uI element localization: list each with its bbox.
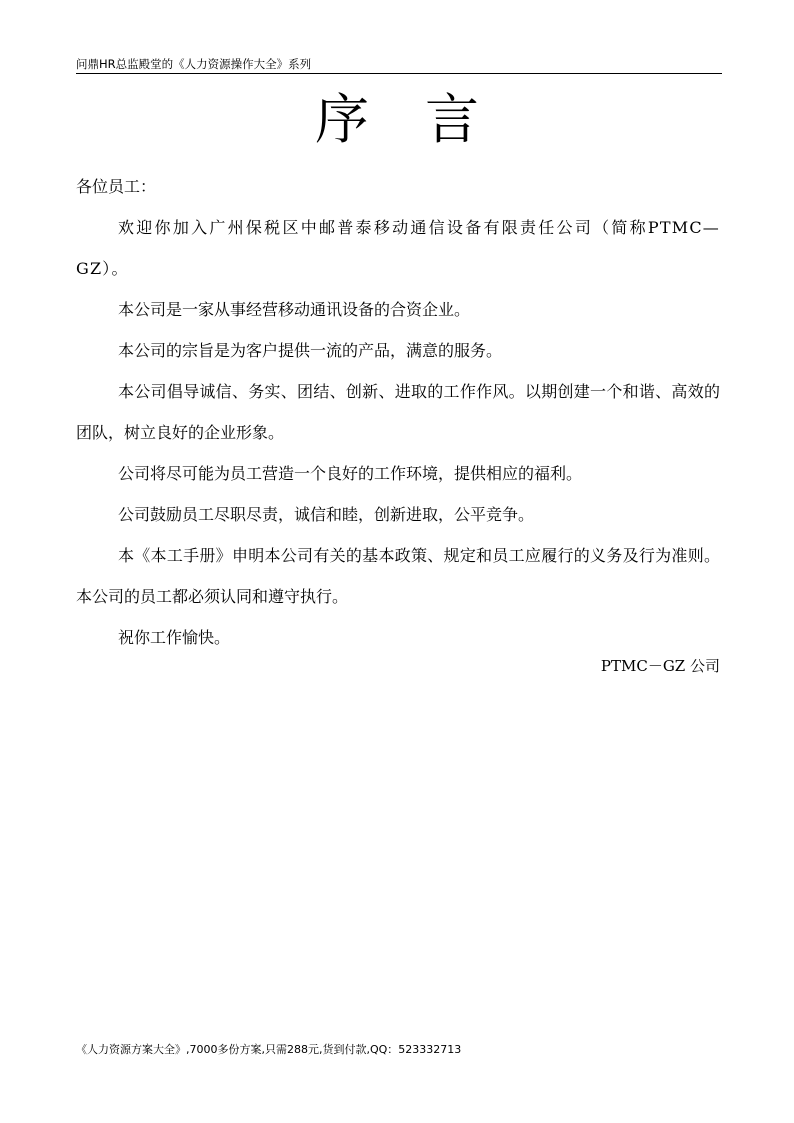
- paragraph-closing: 祝你工作愉快。: [118, 628, 231, 647]
- paragraph-environment: 公司将尽可能为员工营造一个良好的工作环境，提供相应的福利。: [118, 464, 583, 483]
- footer-text: 《人力资源方案大全》,7000多份方案,只需288元,货到付款,QQ：523332713: [76, 1043, 462, 1056]
- salutation: 各位员工：: [76, 177, 157, 196]
- document-body: [76, 166, 720, 680]
- paragraph-culture: 本公司倡导诚信、务实、团结、创新、进取的工作作风。以期创建一个和谐、高效的团队，树立良好的企业形象。: [76, 382, 720, 442]
- page-header: [76, 56, 722, 74]
- page-footer: [76, 1042, 716, 1058]
- paragraph-mission: 本公司的宗旨是为客户提供一流的产品，满意的服务。: [118, 341, 503, 360]
- paragraph-handbook: 本《本工手册》申明本公司有关的基本政策、规定和员工应履行的义务及行为准则。本公司的员工都必须认同和遵守执行。: [76, 546, 720, 606]
- paragraph-encouragement: 公司鼓励员工尽职尽责，诚信和睦，创新进取，公平竞争。: [118, 505, 535, 524]
- header-text: 问鼎HR总监殿堂的《人力资源操作大全》系列: [76, 57, 312, 71]
- page-title: 序言: [315, 88, 535, 151]
- paragraph-business: 本公司是一家从事经营移动通讯设备的合资企业。: [118, 300, 471, 319]
- signature: PTMC－GZ 公司: [600, 657, 720, 675]
- paragraph-welcome: 欢迎你加入广州保税区中邮普泰移动通信设备有限责任公司（简称PTMC—GZ）。: [76, 218, 720, 278]
